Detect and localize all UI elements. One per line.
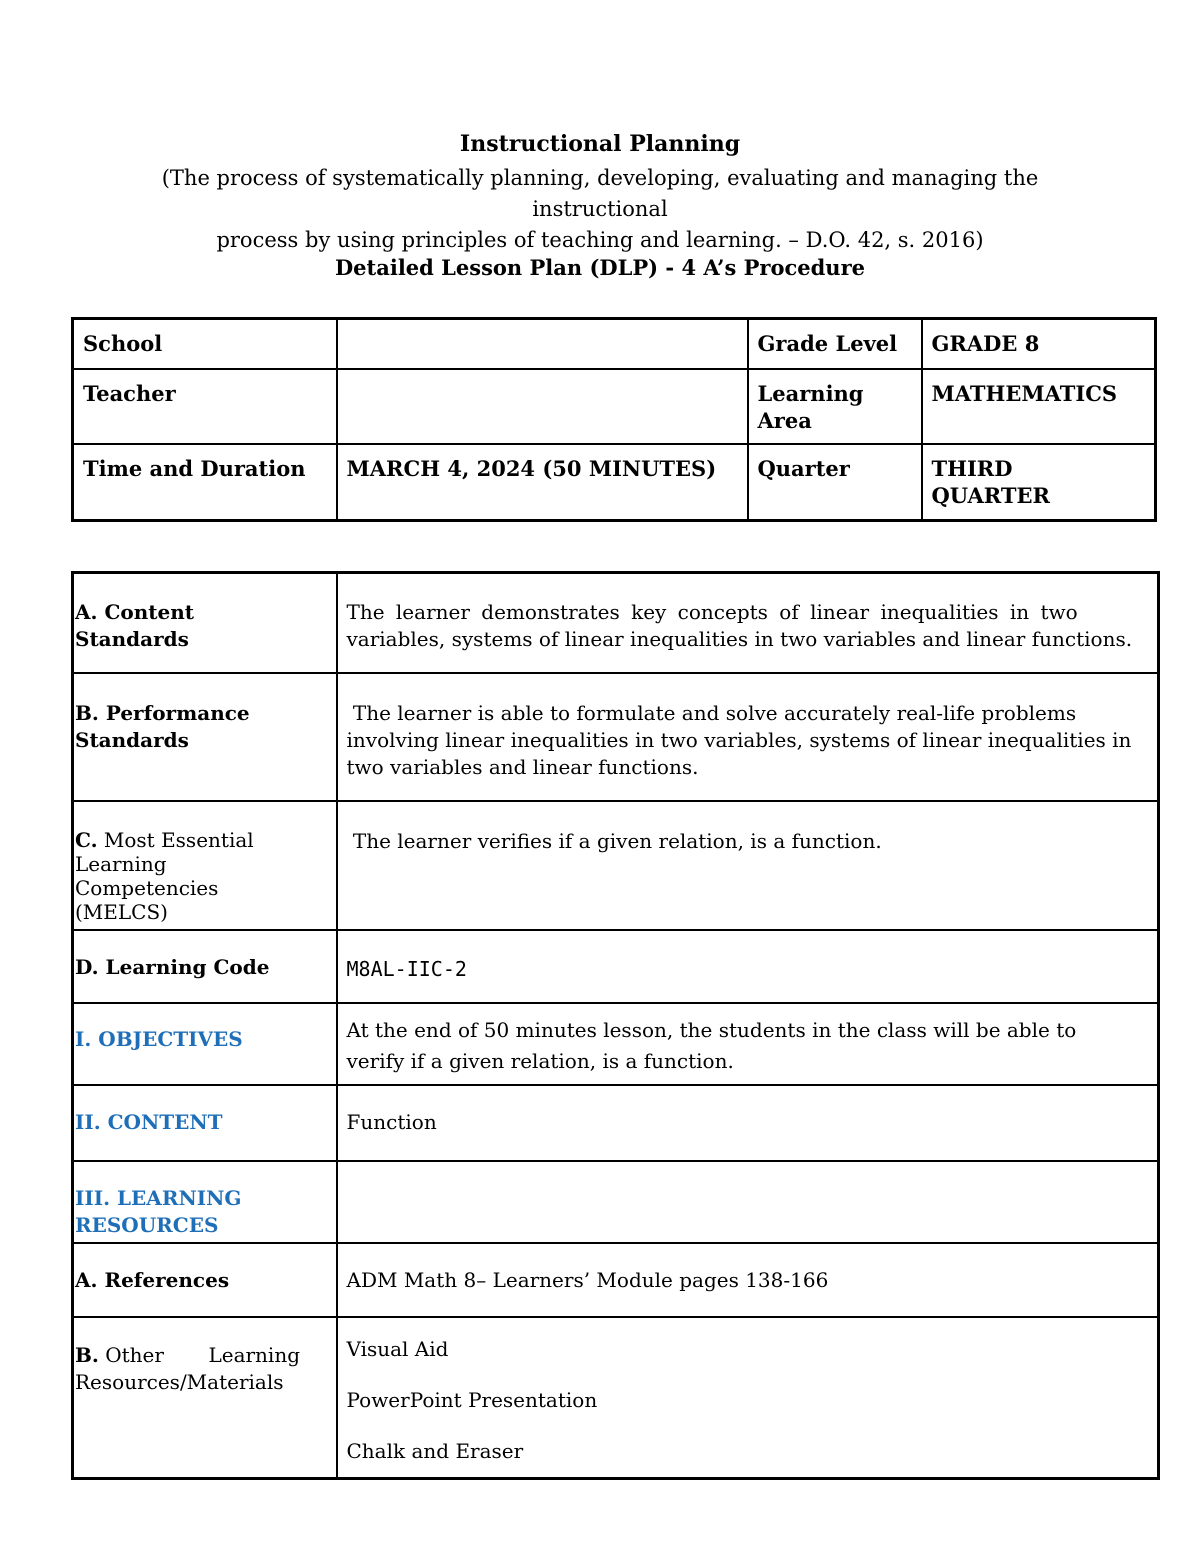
value-line: The learner verifies if a given relation, is a function. xyxy=(346,828,882,853)
grade-value: GRADE 8 xyxy=(922,319,1156,370)
list-item: Chalk and Eraser xyxy=(346,1438,524,1463)
learning-resources-value xyxy=(337,1161,1159,1243)
row-learning-resources xyxy=(73,1161,1159,1243)
value-line: The learner is able to formulate and solve accurately real-life problems xyxy=(346,700,1077,725)
content-standards-label xyxy=(73,573,337,673)
list-item: PowerPoint Presentation xyxy=(346,1387,598,1412)
value-line: two variables and linear functions. xyxy=(346,754,699,779)
content-section-value: Function xyxy=(337,1085,1159,1161)
page-subtitle xyxy=(100,163,1100,256)
label-line: RESOURCES xyxy=(75,1212,219,1237)
label-line: A. Content xyxy=(75,600,194,624)
school-value xyxy=(337,319,748,370)
label-line xyxy=(75,828,336,852)
other-resources-value xyxy=(337,1317,1159,1479)
row-objectives xyxy=(73,1003,1159,1085)
label-line: Resources/Materials xyxy=(75,1369,284,1394)
time-value: MARCH 4, 2024 (50 MINUTES) xyxy=(337,444,748,521)
time-label: Time and Duration xyxy=(73,444,337,521)
subtitle-line: process by using principles of teaching and learning. – D.O. 42, s. 2016) xyxy=(216,228,984,252)
info-row-teacher xyxy=(73,369,1156,444)
area-label-line: Learning xyxy=(757,381,864,406)
objectives-value xyxy=(337,1003,1159,1085)
other-prefix: B. xyxy=(75,1342,99,1367)
value-line: The learner demonstrates key concepts of linear inequalities in two xyxy=(346,600,1078,624)
row-performance-standards xyxy=(73,673,1159,801)
label-line xyxy=(75,1342,336,1369)
info-row-school xyxy=(73,319,1156,370)
learning-code-value: M8AL-IIC-2 xyxy=(337,930,1159,1003)
info-table xyxy=(71,317,1157,522)
performance-standards-label xyxy=(73,673,337,801)
row-content xyxy=(73,1085,1159,1161)
melcs-label-text: Most Essential xyxy=(97,827,254,852)
references-label: A. References xyxy=(73,1243,337,1317)
label-line: III. LEARNING xyxy=(75,1185,242,1210)
other-resources-label xyxy=(73,1317,337,1479)
quarter-label: Quarter xyxy=(748,444,922,521)
list-item: Visual Aid xyxy=(346,1336,449,1361)
grade-label: Grade Level xyxy=(748,319,922,370)
label-line: (MELCS) xyxy=(75,899,168,924)
row-other-resources xyxy=(73,1317,1159,1479)
learning-code-label: D. Learning Code xyxy=(73,930,337,1003)
objectives-label: I. OBJECTIVES xyxy=(73,1003,337,1085)
teacher-label: Teacher xyxy=(73,369,337,444)
teacher-value xyxy=(337,369,748,444)
row-melcs xyxy=(73,801,1159,930)
other-label-text: Other Learning xyxy=(98,1342,301,1367)
dlp-title: Detailed Lesson Plan (DLP) - 4 A’s Procedure xyxy=(334,255,866,280)
area-label-line: Area xyxy=(757,408,812,433)
area-label xyxy=(748,369,922,444)
plan-table xyxy=(71,571,1160,1480)
value-line: involving linear inequalities in two variables, systems of linear inequalities in xyxy=(346,727,1132,752)
melcs-label xyxy=(73,801,337,930)
label-line: Competencies xyxy=(75,875,219,900)
label-line: Learning xyxy=(75,851,167,876)
content-standards-value xyxy=(337,573,1159,673)
value-line: verify if a given relation, is a function. xyxy=(346,1048,734,1073)
page-title: Instructional Planning xyxy=(459,131,741,157)
melcs-value xyxy=(337,801,1159,930)
value-line: variables, systems of linear inequalities in two variables and linear functions. xyxy=(346,627,1133,651)
label-line: Standards xyxy=(75,727,189,752)
info-row-time xyxy=(73,444,1156,521)
quarter-value-line: QUARTER xyxy=(931,483,1050,508)
subtitle-line: (The process of systematically planning, developing, evaluating and managing the instructional xyxy=(161,166,1039,221)
label-line: Standards xyxy=(75,627,189,651)
quarter-value xyxy=(922,444,1156,521)
school-label: School xyxy=(73,319,337,370)
value-line: At the end of 50 minutes lesson, the students in the class will be able to xyxy=(346,1017,1077,1042)
performance-standards-value xyxy=(337,673,1159,801)
label-line: B. Performance xyxy=(75,700,250,725)
row-references xyxy=(73,1243,1159,1317)
row-learning-code xyxy=(73,930,1159,1003)
area-value: MATHEMATICS xyxy=(922,369,1156,444)
melcs-prefix: C. xyxy=(75,827,98,852)
row-content-standards xyxy=(73,573,1159,673)
content-section-label: II. CONTENT xyxy=(73,1085,337,1161)
learning-resources-label xyxy=(73,1161,337,1243)
quarter-value-line: THIRD xyxy=(931,456,1013,481)
references-value: ADM Math 8– Learners’ Module pages 138-166 xyxy=(337,1243,1159,1317)
